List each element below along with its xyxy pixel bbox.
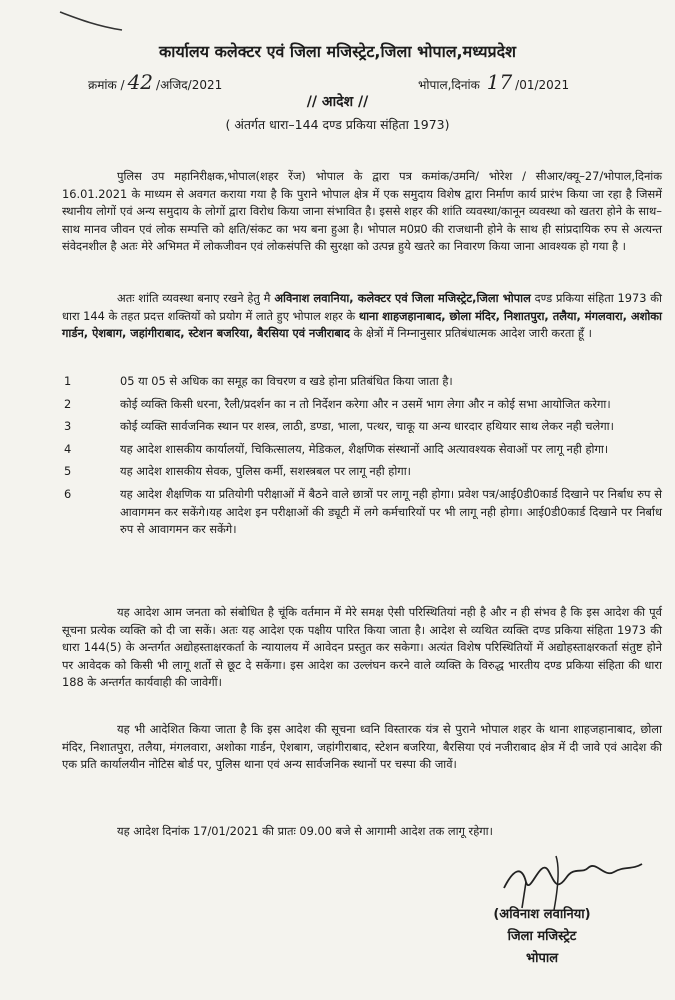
place-date: भोपाल,दिनांक 17 /01/2021 <box>418 70 570 94</box>
item-number: 6 <box>64 486 72 501</box>
list-item <box>62 396 662 414</box>
police-station-areas: थाना शाहजहानाबाद, छोला मंदिर, निशातपुरा, तलैया, मंगलवारा, अशोका गार्डन, ऐशबाग, जहांगीराबाद, स्टेशन बजरिया, बैरसिया एवं नजीराबाद <box>62 308 663 341</box>
signature-block <box>462 904 622 970</box>
paragraph-background: पुलिस उप महानिरीक्षक,भोपाल(शहर रेंज) भोपाल के द्वारा पत्र कमांक/उमनि/ भोरेश / सीआर/क्यू–27/भोपाल,दिनांक 16.01.2021 के माध्यम से अवगत कराया गया है कि पुराने भोपाल क्षेत्र में एक समुदाय विशेष द्वारा निर्माण कार्य प्रारंभ किया जा रहा है जिसमें स्थानीय लोगों एवं अन्य समुदाय के लोगों द्वारा विरोध किया जाना संभावित है। इससे शहर की शांति व्यवस्था/कानून व्यवस्था को खतरा होने के साथ–साथ मानव जीवन एवं लोक सम्पत्ति को क्षति/संकट का भय बना हुआ है। भोपाल म0प्र0 की राजधानी होने के साथ ही सांप्रदायिक रुप से अत्यन्त संवेदनशील है अतः मेरे अभिमत में लोकजीवन एवं लोकसंपत्ति की सुरक्षा को उत्पन्न हुये खतरे का निवारण किया जाना आवश्यक हो गया है । <box>62 169 662 254</box>
date-month: 01 <box>519 78 535 92</box>
handwritten-signature <box>496 848 646 912</box>
place-date-label: भोपाल,दिनांक <box>418 78 480 92</box>
item-text: कोई व्यक्ति किसी धरना, रैली/प्रदर्शन का न तो निर्देशन करेगा और न उसमें भाग लेगा और न कोई सभा आयोजित करेगा। <box>120 396 611 411</box>
ref-prefix: क्रमांक <box>88 78 117 92</box>
signatory-designation: जिला मजिस्ट्रेट <box>507 929 577 944</box>
signatory-name: (अविनाश लवानिया) <box>493 907 591 922</box>
paragraph-authority <box>62 290 662 343</box>
paragraph-ex-parte: यह आदेश आम जनता को संबोधित है चूंकि वर्तमान में मेरे समक्ष ऐसी परिस्थितियां नही है और न ही संभव है कि इस आदेश की पूर्व सूचना प्रत्येक व्यक्ति को दी जा सकें। अतः यह आदेश एक पक्षीय पारित किया जाता है। आदेश से व्यथित व्यक्ति दण्ड प्रकिया संहिता 1973 की धारा 144(5) के अन्तर्गत अद्योहस्ताक्षरकर्ता के न्यायालय में आवेदन प्रस्तुत कर सकेगा। अत्यंत विशेष परिस्थितियों में अद्योहस्ताक्षरकर्ता संतुष्ट होने पर आवेदक को किसी भी लागू शर्तो से छूट दे सकेंगा। इस आदेश का उल्लंघन करने वाले व्यक्ति के विरुद्ध भारतीय दण्ड प्रकिया संहिता की धारा 188 के अन्तर्गत कार्यवाही की जावेगीं। <box>62 605 662 690</box>
order-heading: // आदेश // <box>306 94 369 110</box>
item-number: 5 <box>64 464 72 479</box>
paragraph-effective-date: यह आदेश दिनांक 17/01/2021 की प्रातः 09.00 बजे से आगामी आदेश तक लागू रहेगा। <box>117 824 493 838</box>
list-item <box>62 418 662 436</box>
authority-mid: दण्ड प्रकिया संहिता 1973 की धारा 144 के तहत प्रदत्त शक्तियों को प्रयोग में लाते हुए भोपाल शहर के <box>62 291 662 323</box>
authority-end: के क्षेत्रों में निम्नानुसार प्रतिबंधात्मक आदेश जारी करता हूँ । <box>349 326 592 341</box>
date-year: 2021 <box>538 78 570 92</box>
reference-number: क्रमांक / 42 /अजिद/2021 <box>88 70 223 94</box>
item-number: 3 <box>64 419 72 434</box>
list-item <box>62 486 662 539</box>
item-text: कोई व्यक्ति सार्वजनिक स्थान पर शस्त्र, लाठी, डण्डा, भाला, पत्थर, चाकू या अन्य धारदार हथियार साथ लेकर नही चलेगा। <box>120 419 614 434</box>
ref-suffix: अजिद <box>160 78 188 92</box>
date-day-handwritten: 17 <box>486 70 513 94</box>
item-text: यह आदेश शासकीय कार्यालयों, चिकित्सालय, मेडिकल, शैक्षणिक संस्थानों आदि अत्यावश्यक सेवाओं पर लागू नही होगा। <box>120 441 609 456</box>
item-number: 2 <box>64 396 72 411</box>
item-text: यह आदेश शैक्षणिक या प्रतियोगी परीक्षाओं में बैठने वाले छात्रों पर लागू नही होगा। प्रवेश पत्र/आई0डी0कार्ड दिखाने पर निर्बाध रुप से आवागमन कर सकेंगे।यह आदेश इन परीक्षाओं की ड्यूटी में लगे कर्मचारियों पर भी लागू नही होगा। आई0डी0कार्ड दिखाने पर निर्बाध रुप से आवागमन कर सकेंगे। <box>120 486 662 537</box>
restriction-list <box>62 373 662 544</box>
paragraph-publicity: यह भी आदेशित किया जाता है कि इस आदेश की सूचना ध्वनि विस्तारक यंत्र से पुराने भोपाल शहर के थाना शाहजहानाबाद, छोला मंदिर, निशातपुरा, तलैया, मंगलवारा, अशोका गार्डन, ऐशबाग, जहांगीराबाद, स्टेशन बजरिया, बैरसिया एवं नजीराबाद क्षेत्र में दी जावे एवं आदेश की एक प्रति कार्यालयीन नोटिस बोर्ड पर, पुलिस थाना एवं अन्य सार्वजनिक स्थानों पर चस्पा की जावें। <box>62 722 662 772</box>
office-title: कार्यालय कलेक्टर एवं जिला मजिस्ट्रेट,जिला भोपाल,मध्यप्रदेश <box>159 42 516 61</box>
officer-name: अविनाश लवानिया, कलेक्टर एवं जिला मजिस्ट्रेट,जिला भोपाल <box>274 291 531 305</box>
authority-intro: अतः शांति व्यवस्था बनाए रखने हेतु मै <box>117 291 275 305</box>
item-number: 1 <box>64 374 72 388</box>
item-number: 4 <box>64 441 72 456</box>
signatory-place: भोपाल <box>525 951 559 966</box>
order-subheading: ( अंतर्गत धारा–144 दण्ड प्रकिया संहिता 1973) <box>225 117 450 132</box>
list-item <box>62 463 662 481</box>
pen-stroke-mark <box>56 6 126 36</box>
item-text: 05 या 05 से अधिक का समूह का विचरण व खडे होना प्रतिबंधित किया जाता है। <box>120 374 453 388</box>
list-item <box>62 441 662 459</box>
item-text: यह आदेश शासकीय सेवक, पुलिस कर्मी, सशस्त्रबल पर लागू नही होगा। <box>120 464 411 479</box>
ref-year: 2021 <box>191 78 223 92</box>
list-item <box>62 373 662 391</box>
ref-number-handwritten: 42 <box>127 70 154 94</box>
